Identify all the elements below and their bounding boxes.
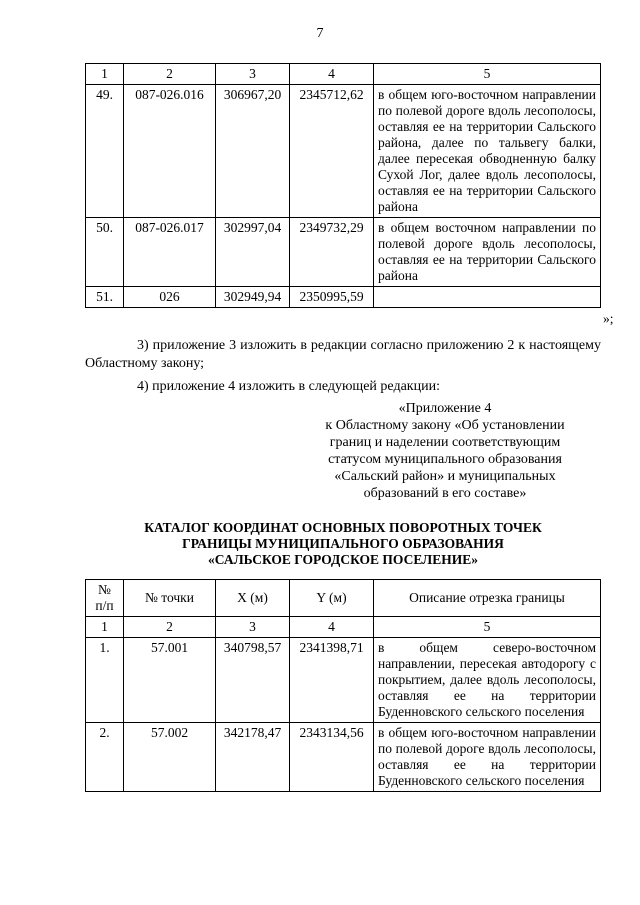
x-coordinate: 342178,47	[216, 723, 290, 792]
segment-description: в общем юго-восточном направлении по полевой дороге вдоль лесополосы, оставляя ее на территории Буденновского сельского поселения	[374, 723, 601, 792]
point-number: 026	[124, 287, 216, 308]
y-coordinate: 2341398,71	[290, 638, 374, 723]
column-number: 3	[216, 64, 290, 85]
column-number: 3	[216, 617, 290, 638]
column-number: 4	[290, 64, 374, 85]
header-description: Описание отрезка границы	[374, 580, 601, 617]
page-number: 7	[316, 26, 324, 41]
appendix-line: «Приложение 4	[398, 401, 492, 416]
segment-description: в общем восточном направлении по полевой дороге вдоль лесополосы, оставляя ее на территории Сальского района	[374, 218, 601, 287]
column-number: 1	[86, 64, 124, 85]
point-number: 57.002	[124, 723, 216, 792]
row-number: 1.	[86, 638, 124, 723]
x-coordinate: 340798,57	[216, 638, 290, 723]
segment-description: в общем юго-восточном направлении по полевой дороге вдоль лесополосы, оставляя ее на территории Сальского района, далее по тальвегу балки, далее пересекая обводненную балку Сухой Лог, далее вдоль лесополосы, оставляя ее на территории Сальского района	[374, 85, 601, 218]
point-number: 087-026.016	[124, 85, 216, 218]
segment-description	[374, 287, 601, 308]
column-number: 2	[124, 64, 216, 85]
column-number: 2	[124, 617, 216, 638]
y-coordinate: 2343134,56	[290, 723, 374, 792]
column-number: 1	[86, 617, 124, 638]
appendix-line: статусом муниципального образования	[328, 452, 562, 467]
column-number: 4	[290, 617, 374, 638]
header-point: № точки	[124, 580, 216, 617]
table-header-numbers	[86, 64, 601, 85]
row-number: 49.	[86, 85, 124, 218]
amendment-paragraph-3: 3) приложение 3 изложить в редакции согласно приложению 2 к настоящему Областному закону;	[85, 338, 601, 371]
catalog-heading	[85, 520, 601, 568]
table-row	[86, 638, 601, 723]
header-x: X (м)	[216, 580, 290, 617]
heading-line: ГРАНИЦЫ МУНИЦИПАЛЬНОГО ОБРАЗОВАНИЯ	[182, 536, 504, 551]
appendix-line: границ и наделении соответствующим	[329, 435, 561, 450]
coordinates-table-continued	[85, 63, 601, 308]
row-number: 2.	[86, 723, 124, 792]
row-number: 50.	[86, 218, 124, 287]
header-row-number	[86, 580, 124, 617]
y-coordinate: 2349732,29	[290, 218, 374, 287]
quote-closer: »;	[603, 311, 614, 326]
point-number: 087-026.017	[124, 218, 216, 287]
x-coordinate: 302949,94	[216, 287, 290, 308]
appendix-line: «Сальский район» и муниципальных	[334, 469, 556, 484]
point-number: 57.001	[124, 638, 216, 723]
header-row-number-line2: п/п	[95, 598, 114, 613]
appendix-line: к Областному закону «Об установлении	[325, 418, 565, 433]
table-header-numbers	[86, 617, 601, 638]
heading-line: «САЛЬСКОЕ ГОРОДСКОЕ ПОСЕЛЕНИЕ»	[208, 552, 478, 567]
amendment-paragraph-4: 4) приложение 4 изложить в следующей редакции:	[137, 379, 440, 394]
table-row	[86, 287, 601, 308]
heading-line: КАТАЛОГ КООРДИНАТ ОСНОВНЫХ ПОВОРОТНЫХ ТОЧЕК	[144, 520, 542, 535]
appendix-line: образований в его составе»	[363, 486, 527, 501]
table-row	[86, 723, 601, 792]
row-number: 51.	[86, 287, 124, 308]
x-coordinate: 302997,04	[216, 218, 290, 287]
column-number: 5	[374, 64, 601, 85]
y-coordinate: 2350995,59	[290, 287, 374, 308]
y-coordinate: 2345712,62	[290, 85, 374, 218]
x-coordinate: 306967,20	[216, 85, 290, 218]
table-header	[86, 580, 601, 617]
header-y: Y (м)	[290, 580, 374, 617]
segment-description: в общем северо-восточном направлении, пересекая автодорогу с покрытием, далее вдоль лесополосы, оставляя ее на территории Буденновского сельского поселения	[374, 638, 601, 723]
table-row	[86, 85, 601, 218]
column-number: 5	[374, 617, 601, 638]
header-row-number-line1: №	[98, 582, 111, 597]
table-row	[86, 218, 601, 287]
appendix-reference	[304, 400, 586, 502]
coordinates-catalog-table	[85, 579, 601, 792]
